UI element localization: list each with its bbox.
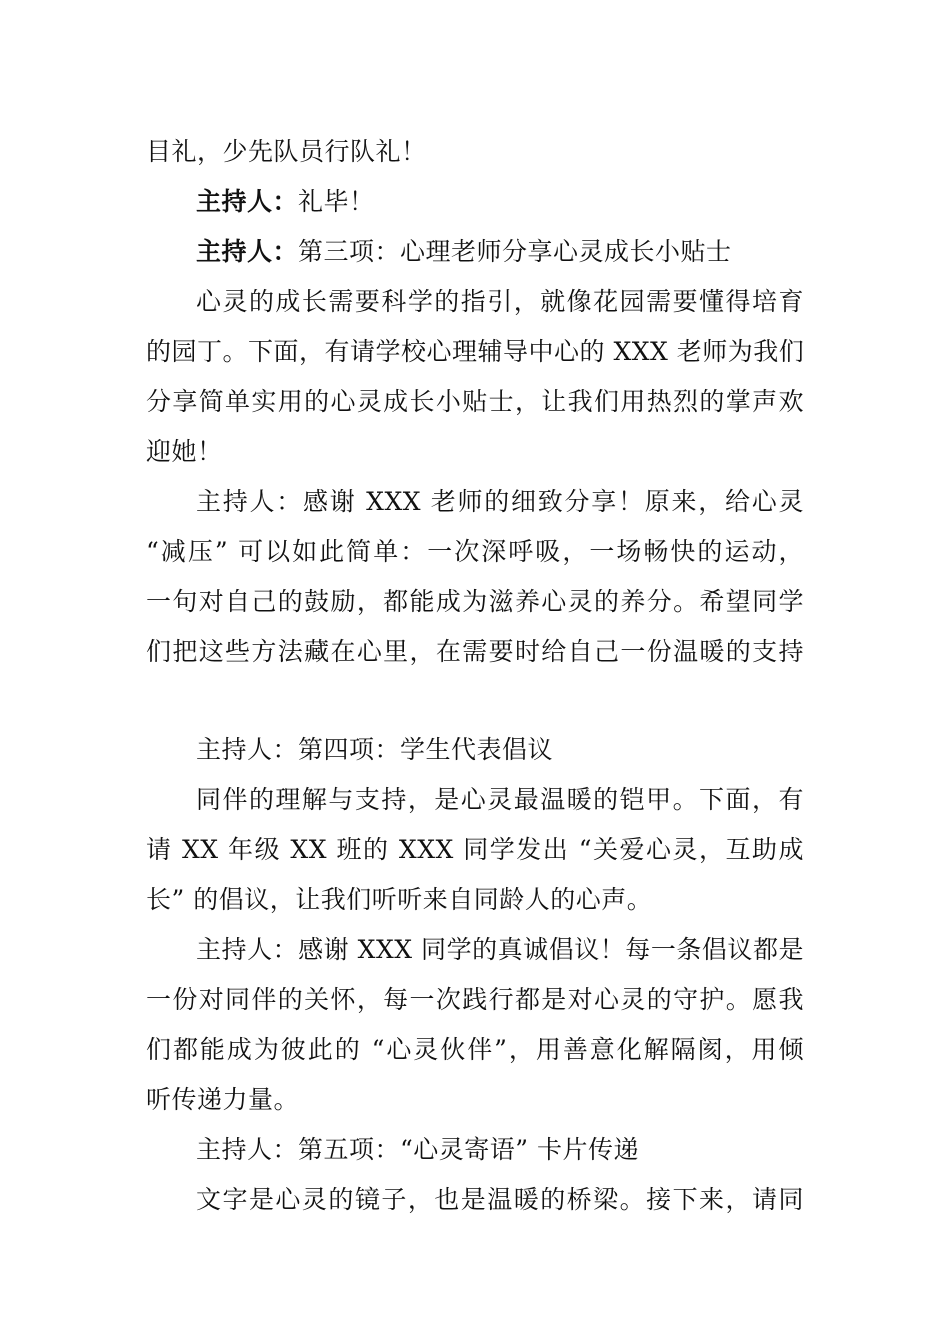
paragraph-line: 一句对自己的鼓励，都能成为滋养心灵的养分。希望同学 (146, 587, 804, 616)
paragraph-line: 一份对同伴的关怀，每一次践行都是对心灵的守护。愿我 (146, 985, 804, 1014)
paragraph-line: 迎她！ (146, 437, 223, 466)
paragraph-line: 主持人：第五项：“心灵寄语” 卡片传递 (196, 1135, 640, 1164)
paragraph-line: 同伴的理解与支持，是心灵最温暖的铠甲。下面，有 (196, 785, 804, 814)
paragraph-line: 主持人：感谢 XXX 同学的真诚倡议！每一条倡议都是 (196, 935, 804, 964)
host-label: 主持人： (196, 237, 299, 266)
paragraph-line: 目礼，少先队员行队礼！ (146, 137, 427, 166)
paragraph-line: 们把这些方法藏在心里，在需要时给自己一份温暖的支持 (146, 637, 804, 666)
host-label: 主持人： (196, 187, 299, 216)
paragraph-line: 听传递力量。 (146, 1085, 300, 1114)
paragraph-line: “减压” 可以如此简单：一次深呼吸，一场畅快的运动， (146, 537, 804, 566)
paragraph-line: 心灵的成长需要科学的指引，就像花园需要懂得培育 (196, 287, 804, 316)
host-speech: 第三项：心理老师分享心灵成长小贴士 (298, 237, 732, 266)
paragraph-line: 主持人：第四项：学生代表倡议 (196, 735, 554, 764)
host-speech: 礼毕！ (298, 187, 375, 216)
paragraph-line: 的园丁。下面，有请学校心理辅导中心的 XXX 老师为我们 (146, 337, 805, 366)
paragraph-line: 文字是心灵的镜子，也是温暖的桥梁。接下来，请同 (196, 1185, 804, 1214)
host-line-item-three (196, 237, 732, 267)
host-line-ceremony-end (196, 187, 375, 217)
paragraph-line: 主持人：感谢 XXX 老师的细致分享！原来，给心灵 (196, 487, 804, 516)
paragraph-line: 长” 的倡议，让我们听听来自同龄人的心声。 (146, 885, 653, 914)
paragraph-line: 请 XX 年级 XX 班的 XXX 同学发出 “关爱心灵，互助成 (146, 835, 804, 864)
paragraph-line: 分享简单实用的心灵成长小贴士，让我们用热烈的掌声欢 (146, 387, 804, 416)
paragraph-line: 们都能成为彼此的 “心灵伙伴”，用善意化解隔阂，用倾 (146, 1035, 804, 1064)
